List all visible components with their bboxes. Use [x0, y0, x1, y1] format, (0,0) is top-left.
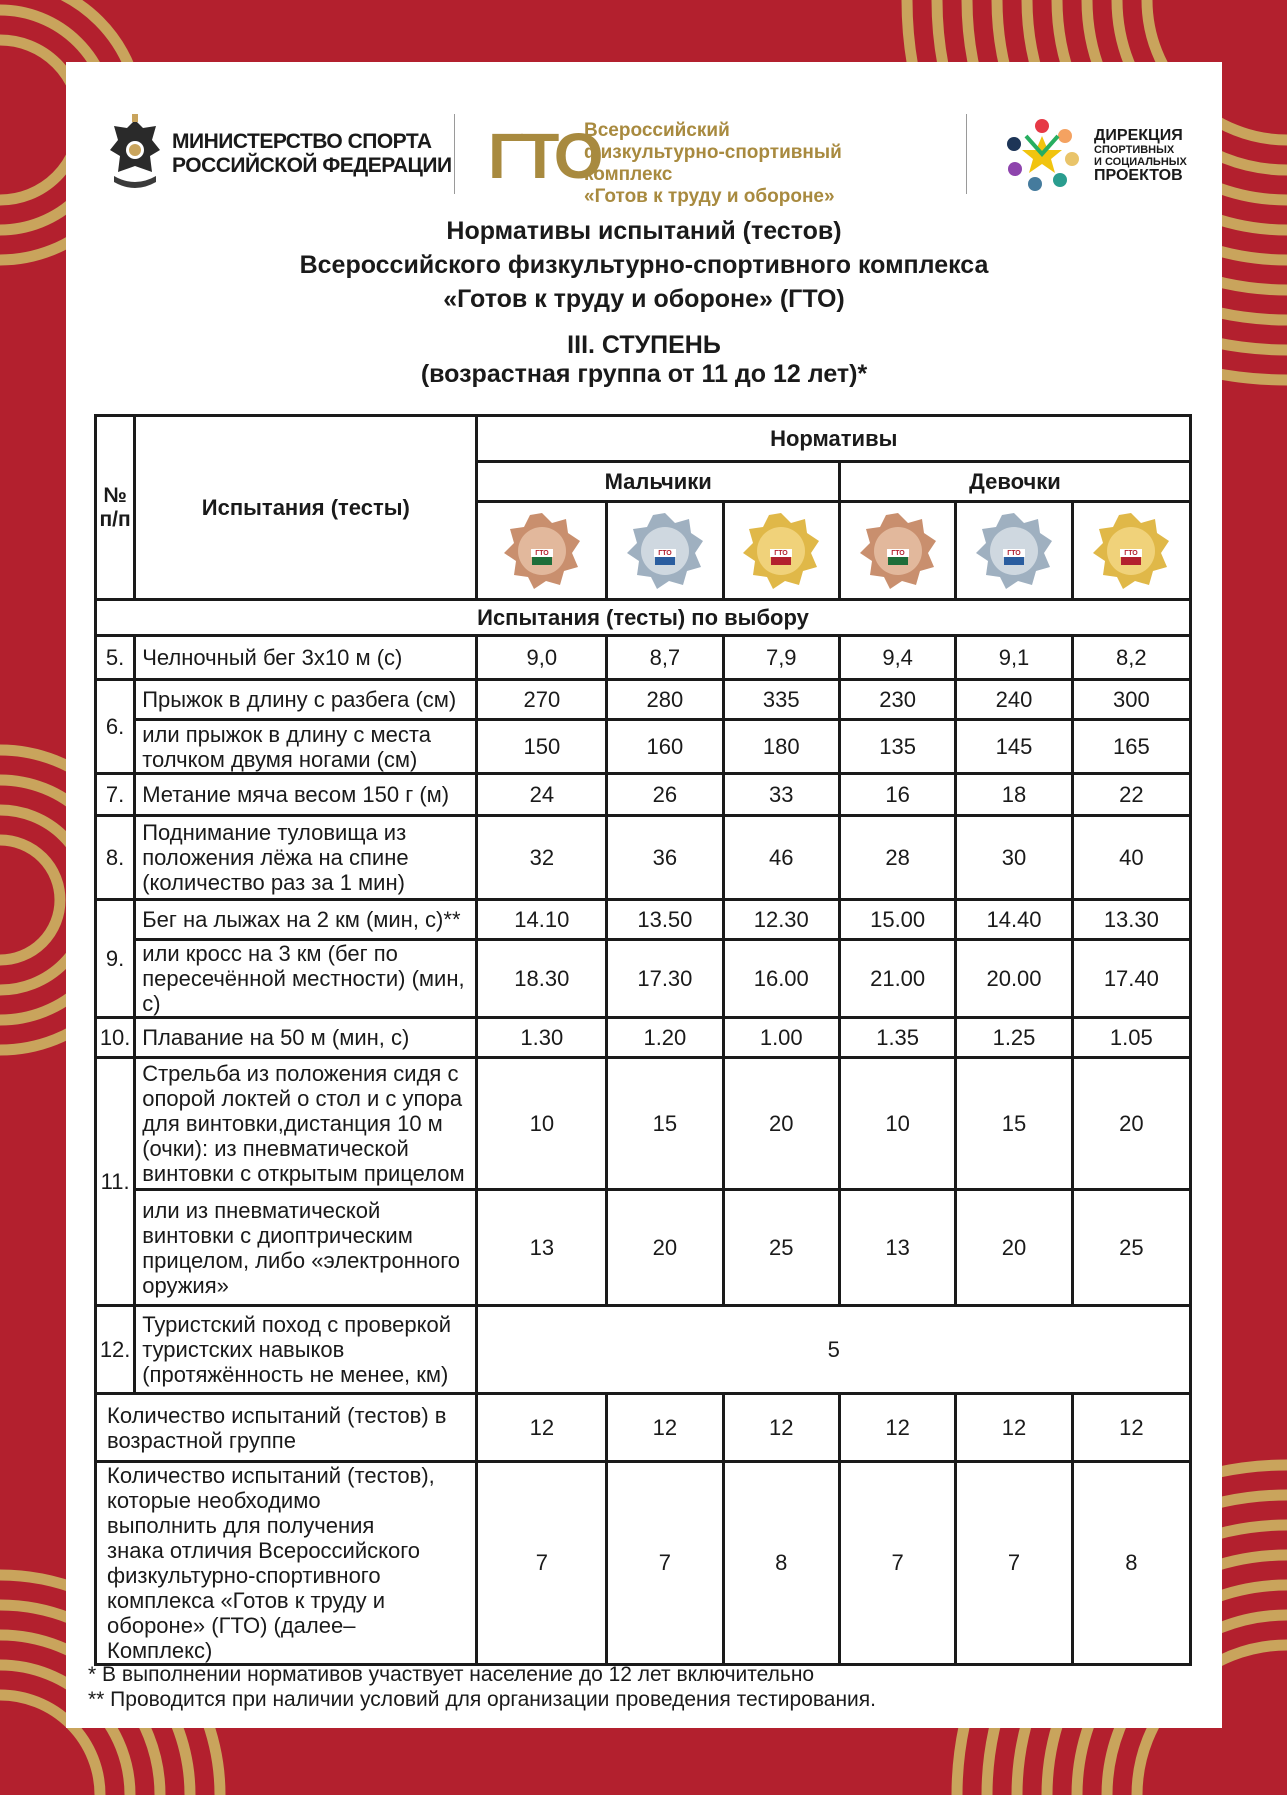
title-line-1: Нормативы испытаний (тестов) [446, 217, 842, 245]
value-cell: 32 [477, 816, 607, 900]
value-cell: 26 [607, 774, 723, 816]
test-name: Метание мяча весом 150 г (м) [135, 774, 477, 816]
table-row [96, 720, 1191, 774]
value-cell: 12 [1072, 1394, 1190, 1462]
test-name: Бег на лыжах на 2 км (мин, с)** [135, 900, 477, 940]
table-row [96, 900, 1191, 940]
row-num: 12. [96, 1306, 135, 1394]
value-cell: 20.00 [956, 940, 1072, 1018]
directorate-logo [1002, 114, 1202, 194]
section-header: Испытания (тесты) по выбору [96, 600, 1191, 636]
svg-text:ГТО: ГТО [774, 549, 789, 557]
value-cell: 14.10 [477, 900, 607, 940]
dir-line-1: ДИРЕКЦИЯ [1094, 127, 1183, 144]
value-cell: 1.30 [477, 1018, 607, 1058]
value-cell: 7 [839, 1462, 955, 1665]
value-cell: 7,9 [723, 636, 839, 680]
value-cell: 13 [477, 1190, 607, 1306]
value-cell: 17.30 [607, 940, 723, 1018]
value-cell: 25 [723, 1190, 839, 1306]
header-boys: Мальчики [477, 462, 839, 502]
row-num: 8. [96, 816, 135, 900]
value-cell: 16 [839, 774, 955, 816]
svg-text:ГТО: ГТО [1007, 549, 1021, 557]
silver-badge-icon [625, 511, 705, 591]
table-row [96, 680, 1191, 720]
value-cell: 8,7 [607, 636, 723, 680]
badge-cell [1072, 502, 1190, 600]
test-name: Поднимание туловища из положения лёжа на спине (количество раз за 1 мин) [135, 816, 477, 900]
value-cell: 9,1 [956, 636, 1072, 680]
value-cell: 13 [839, 1190, 955, 1306]
value-cell: 8,2 [1072, 636, 1190, 680]
row-num: 7. [96, 774, 135, 816]
table-row [96, 1394, 1191, 1462]
value-cell: 7 [477, 1462, 607, 1665]
document-title [66, 214, 1222, 388]
gto-description [584, 120, 888, 208]
value-cell: 8 [1072, 1462, 1190, 1665]
value-cell: 145 [956, 720, 1072, 774]
ministry-line-1: МИНИСТЕРСТВО СПОРТА [172, 130, 432, 153]
badge-cell [956, 502, 1072, 600]
value-cell: 1.00 [723, 1018, 839, 1058]
test-name: или кросс на 3 км (бег по пересечённой местности) (мин, с) [135, 940, 477, 1018]
footnotes [88, 1662, 876, 1712]
logo-divider [966, 114, 967, 194]
test-name: Туристский поход с проверкой туристских навыков (протяжённость не менее, км) [135, 1306, 477, 1394]
value-cell: 12 [723, 1394, 839, 1462]
age-group: (возрастная группа от 11 до 12 лет)* [420, 360, 868, 388]
value-cell: 5 [477, 1306, 1191, 1394]
test-name: Челночный бег 3х10 м (с) [135, 636, 477, 680]
gto-logo [488, 120, 888, 207]
test-name: Стрельба из положения сидя с опорой локтей о стол и с упора для винтовки,дистанция 10 м (очки): из пневматической винтовки с открытым прицелом [135, 1058, 477, 1190]
value-cell: 25 [1072, 1190, 1190, 1306]
title-line-2: Всероссийского физкультурно-спортивного комплекса [299, 251, 989, 279]
directorate-name [1094, 128, 1187, 184]
value-cell: 180 [723, 720, 839, 774]
value-cell: 270 [477, 680, 607, 720]
value-cell: 160 [607, 720, 723, 774]
footnote-2: ** Проводится при наличии условий для организации проведения тестирования. [88, 1688, 876, 1711]
value-cell: 1.35 [839, 1018, 955, 1058]
dir-line-3: И СОЦИАЛЬНЫХ [1094, 156, 1187, 168]
star-people-icon [1002, 114, 1082, 194]
value-cell: 230 [839, 680, 955, 720]
value-cell: 12 [956, 1394, 1072, 1462]
row-num: 6. [96, 680, 135, 774]
value-cell: 36 [607, 816, 723, 900]
value-cell: 18 [956, 774, 1072, 816]
value-cell: 150 [477, 720, 607, 774]
gto-mark-icon [488, 120, 600, 192]
ministry-logo [106, 114, 466, 194]
test-name: Количество испытаний (тестов), которые необходимо выполнить для получения знака отличия Всероссийского физкультурно-спортивного комплекса «Готов к труду и обороне» (ГТО) (далее–Комплекс) [96, 1462, 477, 1665]
table-row [96, 1018, 1191, 1058]
value-cell: 335 [723, 680, 839, 720]
table-row [96, 940, 1191, 1018]
ministry-name [172, 130, 452, 178]
bronze-badge-icon [502, 511, 582, 591]
value-cell: 14.40 [956, 900, 1072, 940]
value-cell: 13.30 [1072, 900, 1190, 940]
document-sheet [66, 62, 1222, 1728]
value-cell: 30 [956, 816, 1072, 900]
test-name: Прыжок в длину с разбега (см) [135, 680, 477, 720]
value-cell: 15.00 [839, 900, 955, 940]
value-cell: 20 [723, 1058, 839, 1190]
value-cell: 28 [839, 816, 955, 900]
dir-line-4: ПРОЕКТОВ [1094, 167, 1183, 184]
gto-line-3: «Готов к труду и обороне» [584, 186, 835, 207]
value-cell: 9,4 [839, 636, 955, 680]
value-cell: 1.25 [956, 1018, 1072, 1058]
value-cell: 7 [956, 1462, 1072, 1665]
svg-text:ГТО: ГТО [658, 549, 672, 557]
value-cell: 13.50 [607, 900, 723, 940]
value-cell: 165 [1072, 720, 1190, 774]
badge-cell [839, 502, 955, 600]
table-row [96, 1058, 1191, 1190]
value-cell: 20 [1072, 1058, 1190, 1190]
value-cell: 8 [723, 1462, 839, 1665]
value-cell: 24 [477, 774, 607, 816]
value-cell: 12 [477, 1394, 607, 1462]
logo-divider [454, 114, 455, 194]
table-row [96, 774, 1191, 816]
value-cell: 1.05 [1072, 1018, 1190, 1058]
row-num: 5. [96, 636, 135, 680]
gto-line-2: физкультурно-спортивный комплекс [584, 142, 842, 185]
test-name: или из пневматической винтовки с диоптрическим прицелом, либо «электронного оружия» [135, 1190, 477, 1306]
value-cell: 300 [1072, 680, 1190, 720]
row-num: 11. [96, 1058, 135, 1306]
value-cell: 21.00 [839, 940, 955, 1018]
svg-text:ГТО: ГТО [488, 120, 600, 192]
value-cell: 12.30 [723, 900, 839, 940]
title-line-3: «Готов к труду и обороне» (ГТО) [443, 285, 845, 313]
bronze-badge-icon [858, 511, 938, 591]
value-cell: 46 [723, 816, 839, 900]
gold-badge-icon [1091, 511, 1171, 591]
value-cell: 280 [607, 680, 723, 720]
row-num: 10. [96, 1018, 135, 1058]
table-row [96, 1306, 1191, 1394]
value-cell: 9,0 [477, 636, 607, 680]
value-cell: 7 [607, 1462, 723, 1665]
value-cell: 12 [839, 1394, 955, 1462]
norms-table [94, 414, 1192, 1666]
value-cell: 15 [607, 1058, 723, 1190]
header-girls: Девочки [839, 462, 1190, 502]
value-cell: 20 [956, 1190, 1072, 1306]
value-cell: 15 [956, 1058, 1072, 1190]
value-cell: 22 [1072, 774, 1190, 816]
value-cell: 20 [607, 1190, 723, 1306]
header-test: Испытания (тесты) [135, 416, 477, 600]
ministry-line-2: РОССИЙСКОЙ ФЕДЕРАЦИИ [172, 154, 452, 177]
test-name: Плавание на 50 м (мин, с) [135, 1018, 477, 1058]
table-row [96, 816, 1191, 900]
stage-title: III. СТУПЕНЬ [567, 331, 721, 359]
header-norms: Нормативы [477, 416, 1191, 462]
value-cell: 18.30 [477, 940, 607, 1018]
table-row [96, 636, 1191, 680]
value-cell: 33 [723, 774, 839, 816]
value-cell: 1.20 [607, 1018, 723, 1058]
value-cell: 40 [1072, 816, 1190, 900]
table-row [96, 1190, 1191, 1306]
gold-badge-icon [741, 511, 821, 591]
value-cell: 16.00 [723, 940, 839, 1018]
coat-of-arms-icon [106, 114, 164, 194]
svg-text:ГТО: ГТО [1124, 549, 1139, 557]
badge-cell [477, 502, 607, 600]
test-name: Количество испытаний (тестов) в возрастной группе [96, 1394, 477, 1462]
value-cell: 12 [607, 1394, 723, 1462]
badge-cell [723, 502, 839, 600]
header-num: № п/п [96, 416, 135, 600]
dir-line-2: СПОРТИВНЫХ [1094, 144, 1175, 156]
value-cell: 17.40 [1072, 940, 1190, 1018]
badge-cell [607, 502, 723, 600]
row-num: 9. [96, 900, 135, 1018]
table-row [96, 1462, 1191, 1665]
test-name: или прыжок в длину с места толчком двумя ногами (см) [135, 720, 477, 774]
value-cell: 10 [477, 1058, 607, 1190]
gto-line-1: Всероссийский [584, 120, 730, 141]
silver-badge-icon [974, 511, 1054, 591]
svg-text:ГТО: ГТО [535, 549, 549, 557]
value-cell: 10 [839, 1058, 955, 1190]
value-cell: 135 [839, 720, 955, 774]
svg-text:ГТО: ГТО [890, 549, 905, 557]
footnote-1: * В выполнении нормативов участвует население до 12 лет включительно [88, 1663, 815, 1686]
value-cell: 240 [956, 680, 1072, 720]
